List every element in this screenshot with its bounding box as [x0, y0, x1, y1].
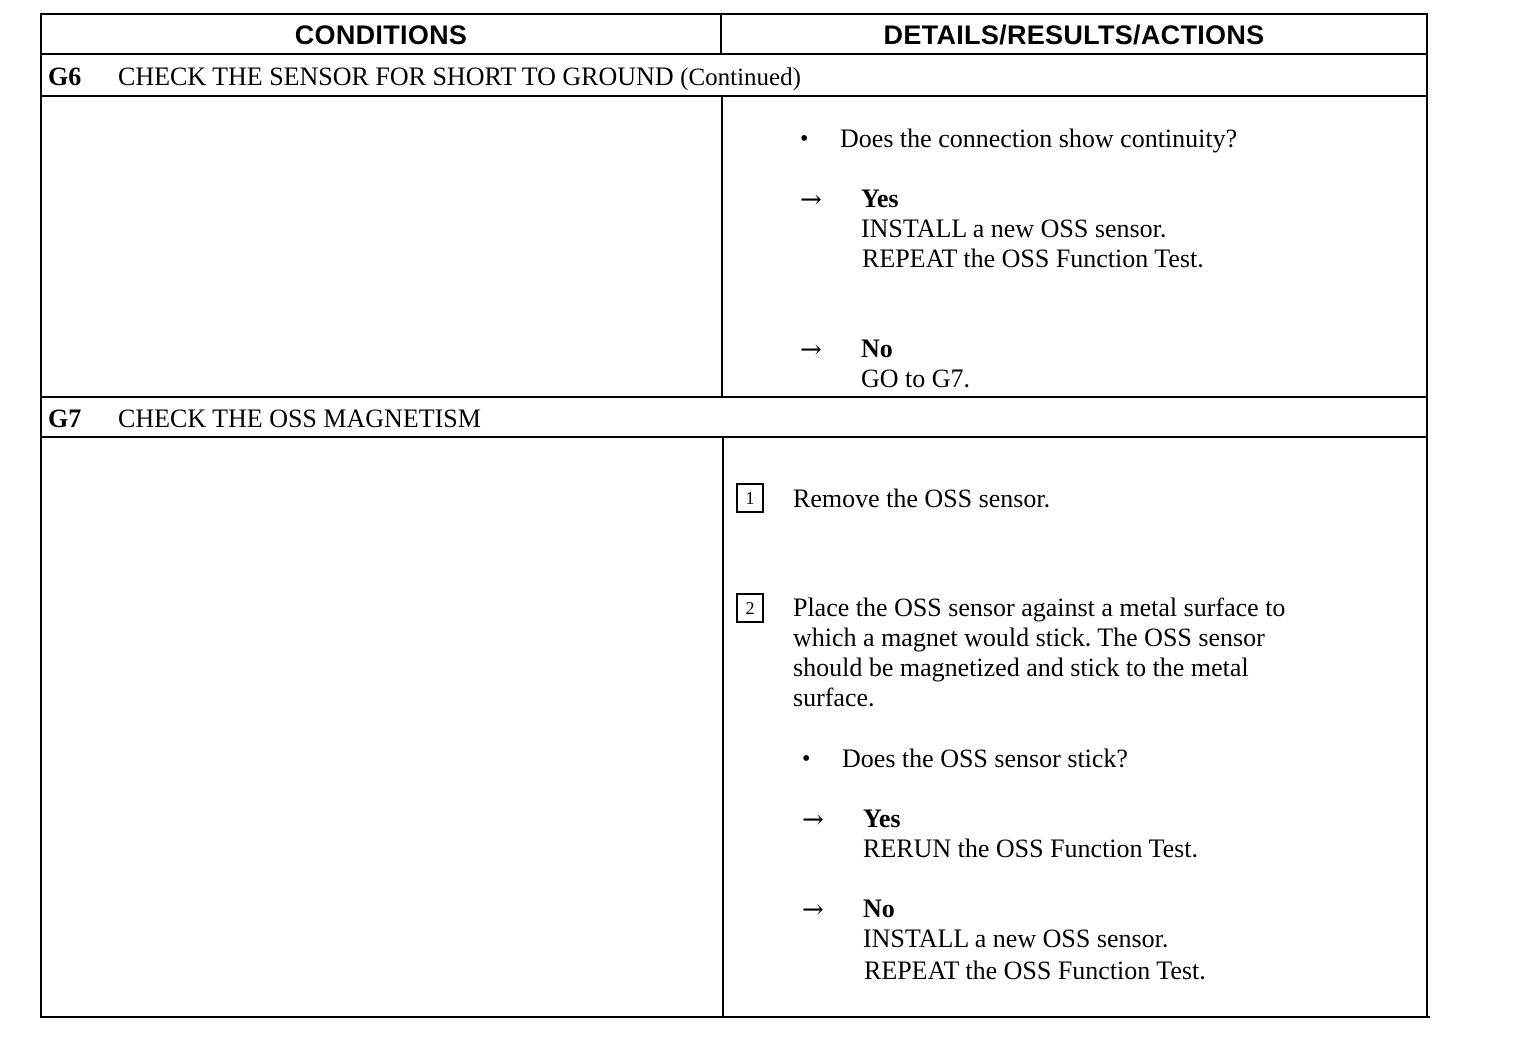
g6-yes-action-2: REPEAT the OSS Function Test.	[862, 244, 1204, 273]
table-top-border	[40, 13, 1428, 15]
g7-yes-label: Yes	[863, 804, 901, 833]
g7-yes-arrow-icon: →	[802, 805, 824, 835]
g7-no-action-2: REPEAT the OSS Function Test.	[864, 956, 1206, 985]
g7-no-arrow-icon: →	[802, 895, 824, 925]
g7-no-action-1: INSTALL a new OSS sensor.	[863, 924, 1169, 953]
g7-yes-action-1: RERUN the OSS Function Test.	[863, 834, 1199, 863]
g7-step-1-text: Remove the OSS sensor.	[793, 484, 1051, 513]
g6-no-arrow-icon: →	[800, 335, 822, 365]
g6-column-divider	[721, 95, 723, 398]
header-divider	[40, 53, 1428, 55]
g7-column-divider	[722, 436, 724, 1018]
g7-section-title	[48, 403, 481, 435]
g6-question-bullet: •	[800, 126, 809, 152]
g6-yes-action-1: INSTALL a new OSS sensor.	[861, 214, 1167, 243]
g7-code: G7	[48, 404, 82, 433]
g7-question-bullet: •	[802, 746, 811, 772]
g6-continued: (Continued)	[680, 64, 801, 91]
g6-bottom-divider	[40, 396, 1428, 398]
table-right-border	[1426, 13, 1428, 1018]
g6-yes-label: Yes	[861, 184, 899, 213]
conditions-header: CONDITIONS	[294, 20, 468, 50]
g7-step-1-number: 1	[736, 483, 764, 513]
g6-title-divider	[40, 95, 1428, 97]
g6-section-title	[48, 61, 801, 94]
g7-step-2-number: 2	[736, 593, 764, 623]
details-header: DETAILS/RESULTS/ACTIONS	[883, 20, 1265, 50]
g6-title: CHECK THE SENSOR FOR SHORT TO GROUND	[118, 62, 674, 91]
g6-no-label: No	[861, 334, 893, 363]
g6-code: G6	[48, 62, 82, 91]
g7-no-label: No	[863, 894, 895, 923]
g7-step-2-text: Place the OSS sensor against a metal surface to which a magnet would stick. The OSS sensor should be magnetized and stick to the metal surface.	[793, 593, 1286, 712]
g6-yes-arrow-icon: →	[800, 185, 822, 215]
table-bottom-border	[40, 1016, 1430, 1018]
g7-title-divider	[40, 436, 1428, 438]
table-left-border	[40, 13, 42, 1018]
g7-question: Does the OSS sensor stick?	[842, 744, 1128, 773]
g7-title: CHECK THE OSS MAGNETISM	[118, 404, 481, 433]
g6-question: Does the connection show continuity?	[840, 124, 1238, 153]
g6-no-action-1: GO to G7.	[861, 364, 971, 393]
